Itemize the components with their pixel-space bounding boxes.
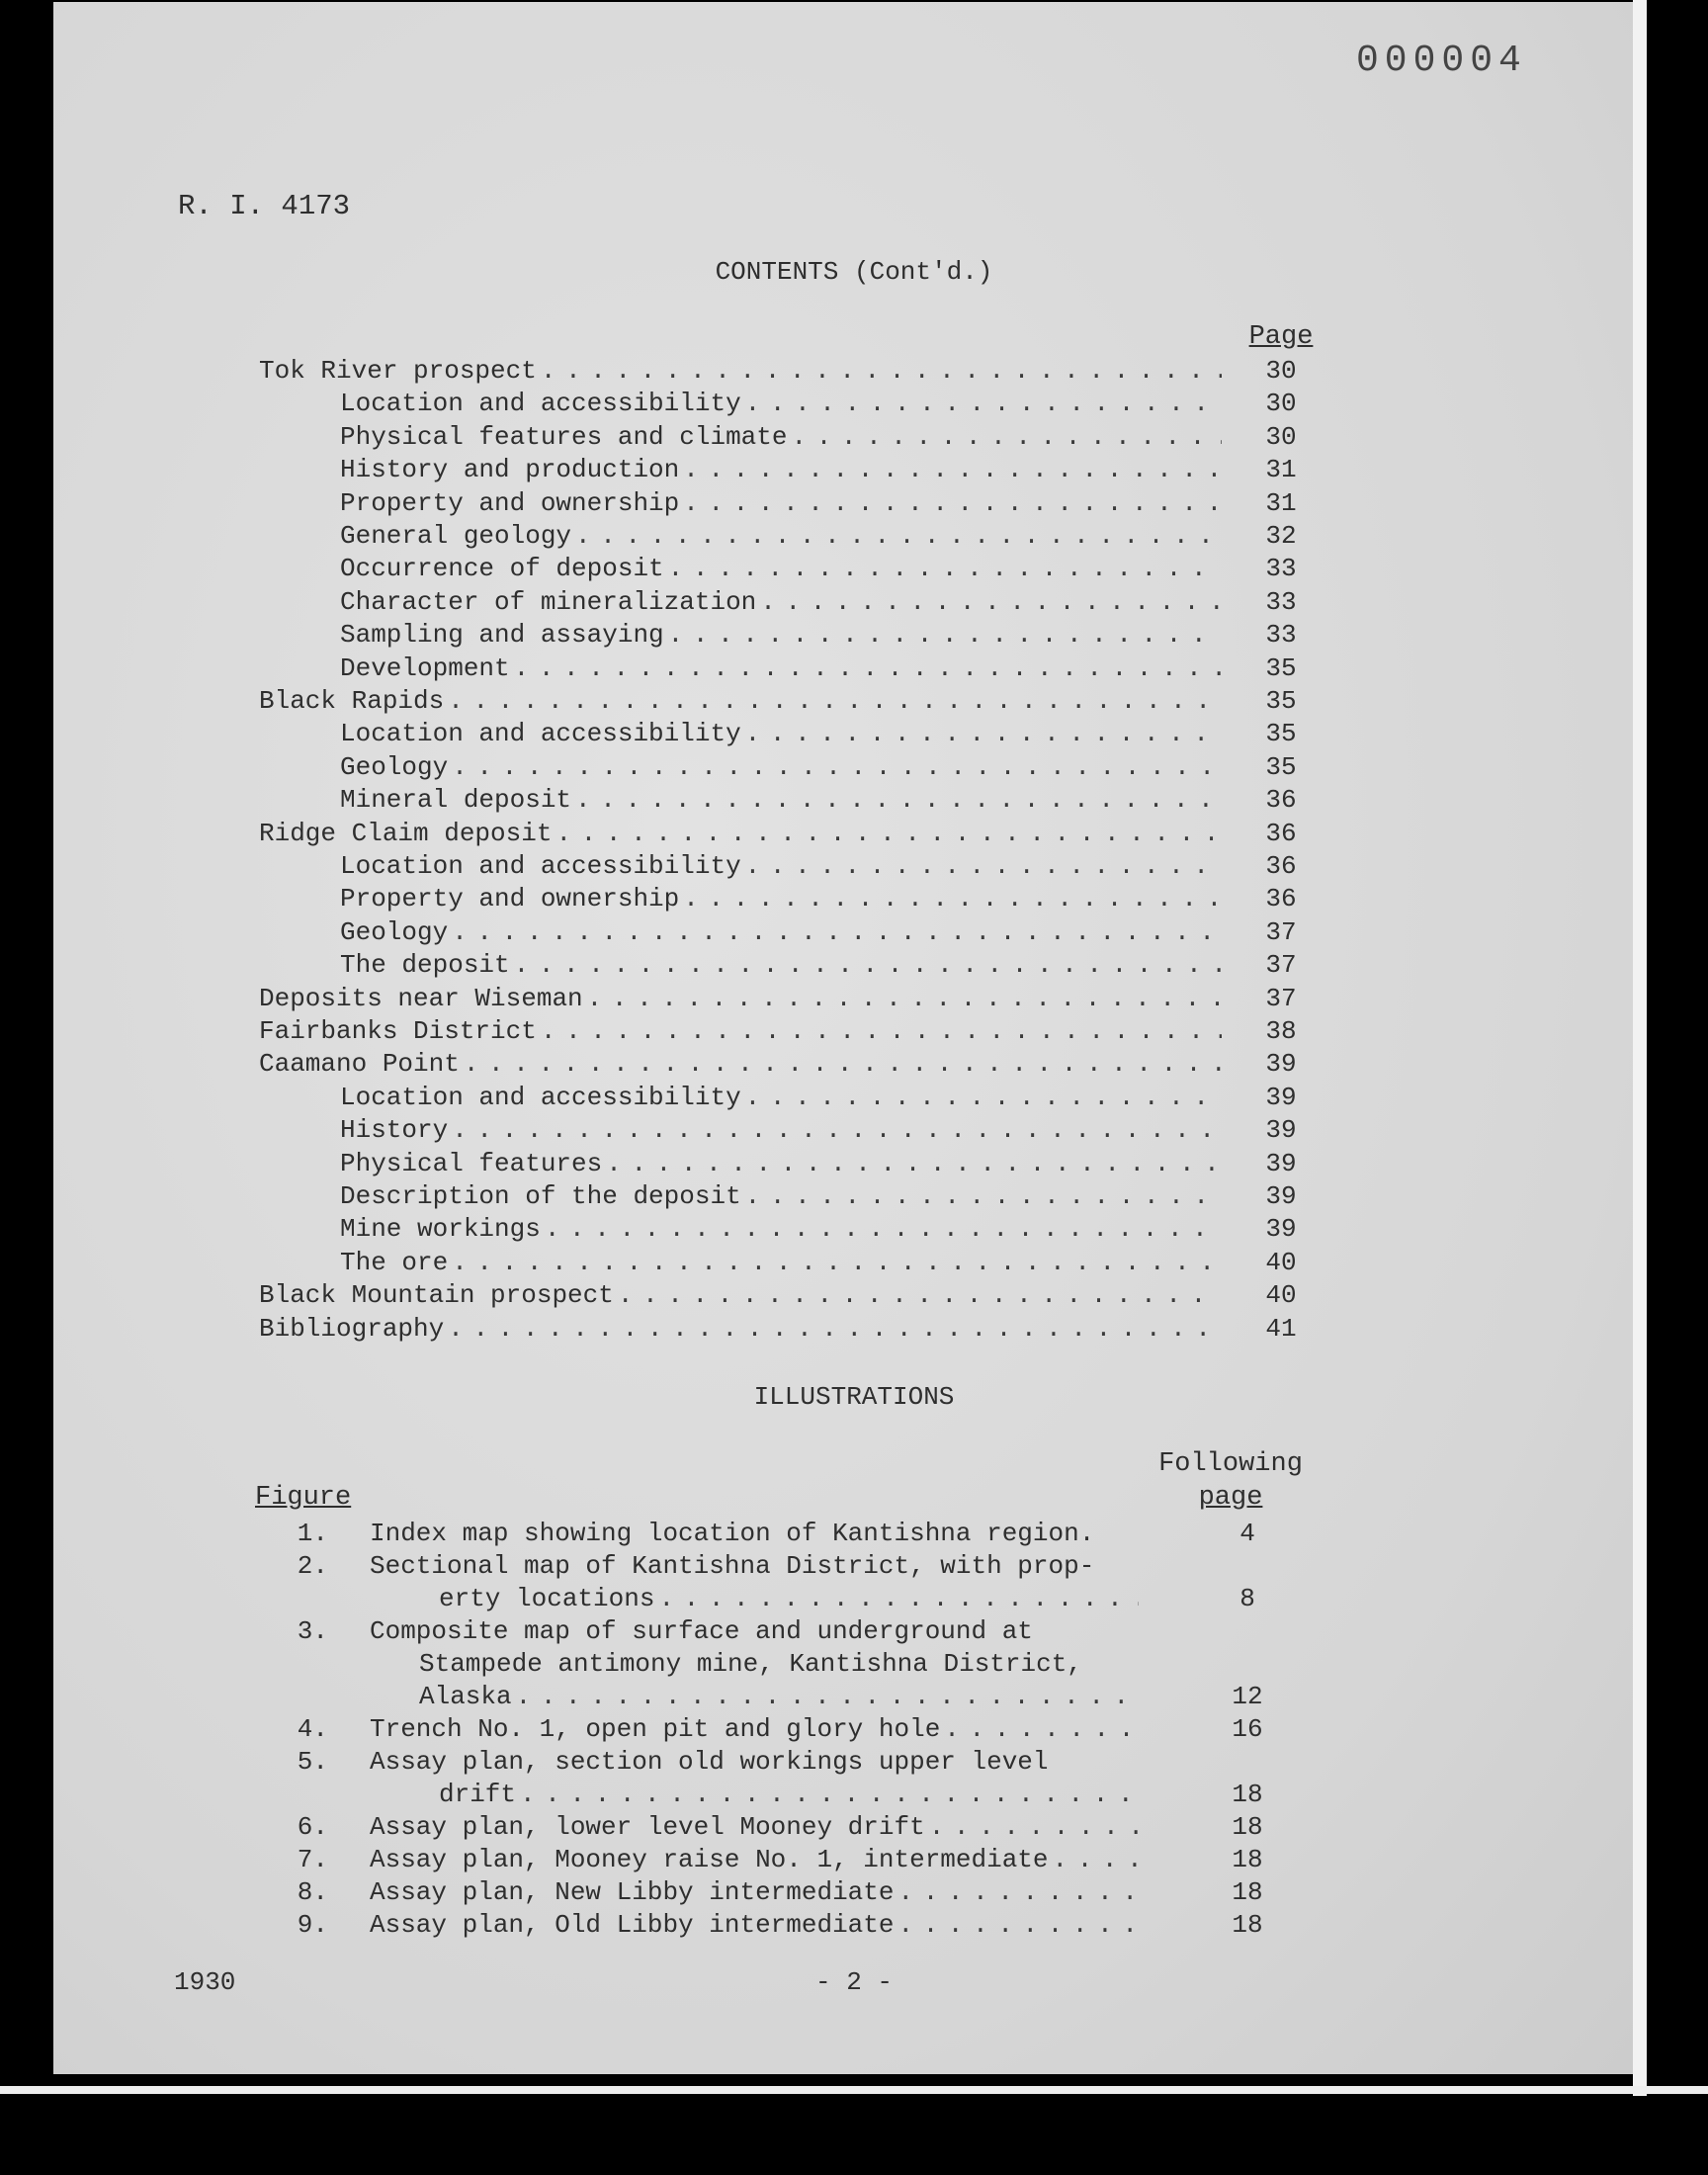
leader-dots [683, 455, 1222, 484]
leader-dots [541, 356, 1222, 386]
toc-entry-page: 33 [1265, 586, 1297, 617]
leader-dots [545, 1214, 1222, 1244]
leader-dots [929, 1812, 1139, 1842]
leader-dots [745, 719, 1222, 748]
figure-number: 4. [297, 1714, 328, 1744]
figure-page: 16 [1232, 1714, 1263, 1744]
toc-entry-title: Tok River prospect [259, 356, 537, 386]
toc-entry-page: 30 [1265, 421, 1297, 452]
toc-entry-page: 37 [1265, 983, 1297, 1013]
figure-caption-line [370, 1877, 1143, 1907]
toc-entry [259, 1314, 1226, 1344]
toc-entry [259, 819, 1226, 848]
toc-entry-page: 33 [1265, 554, 1297, 584]
toc-entry [340, 554, 1226, 583]
toc-entry-page: 40 [1265, 1280, 1297, 1311]
figure-caption-line [370, 1714, 1143, 1744]
toc-entry-page: 31 [1265, 455, 1297, 485]
toc-entry-page: 39 [1265, 1049, 1297, 1080]
toc-entry [340, 752, 1226, 782]
toc-entry [340, 1083, 1226, 1112]
document-stamp-number: 000004 [1356, 40, 1527, 82]
toc-entry-page: 36 [1265, 785, 1297, 816]
toc-entry-title: Location and accessibility [340, 851, 741, 881]
toc-entry-page: 35 [1265, 751, 1297, 782]
figure-caption-line [370, 1747, 1049, 1777]
figure-caption-line [419, 1682, 1143, 1711]
figure-caption-text: drift [439, 1780, 517, 1809]
footer-year: 1930 [174, 1967, 236, 1997]
toc-entry [340, 884, 1226, 914]
toc-entry-page: 40 [1265, 1247, 1297, 1277]
leader-dots [683, 488, 1222, 518]
toc-entry-title: Mineral deposit [340, 785, 572, 816]
toc-entry [259, 686, 1226, 716]
figure-page: 18 [1232, 1845, 1263, 1874]
toc-entry [340, 521, 1226, 551]
figure-caption-line [439, 1780, 1143, 1809]
figure-caption-line [370, 1812, 1143, 1842]
toc-entry-page: 39 [1265, 1181, 1297, 1211]
toc-entry-title: Location and accessibility [340, 389, 741, 419]
figure-page: 18 [1232, 1780, 1263, 1809]
figure-caption-text: Assay plan, lower level Mooney drift [370, 1812, 925, 1842]
leader-dots [448, 1314, 1222, 1344]
toc-entry-title: Caamano Point [259, 1049, 460, 1080]
toc-entry [340, 653, 1226, 683]
toc-entry-page: 30 [1265, 356, 1297, 386]
leader-dots [514, 653, 1222, 683]
leader-dots [575, 521, 1222, 551]
toc-entry [340, 620, 1226, 650]
toc-entry-title: Black Mountain prospect [259, 1280, 614, 1311]
leader-dots [745, 389, 1222, 418]
report-id: R. I. 4173 [178, 190, 351, 222]
leader-dots [618, 1280, 1222, 1310]
figure-page: 18 [1232, 1910, 1263, 1940]
toc-entry-title: General geology [340, 521, 572, 551]
figure-caption-text: Sectional map of Kantishna District, with prop- [370, 1551, 1095, 1581]
figure-number: 1. [297, 1519, 328, 1548]
toc-entry-title: Physical features and climate [340, 421, 788, 452]
figure-caption-line [439, 1584, 1143, 1613]
toc-entry-page: 35 [1265, 686, 1297, 716]
figure-caption-text: Assay plan, Mooney raise No. 1, intermediate [370, 1845, 1049, 1874]
leader-dots [514, 950, 1222, 980]
toc-entry [259, 1280, 1226, 1310]
toc-entry-title: History and production [340, 455, 680, 485]
leader-dots [606, 1149, 1222, 1178]
figure-caption-text: Assay plan, section old workings upper level [370, 1747, 1049, 1777]
toc-entry-page: 39 [1265, 1214, 1297, 1245]
toc-entry-title: Black Rapids [259, 686, 445, 716]
toc-entry [340, 1181, 1226, 1211]
leader-dots [452, 917, 1222, 947]
leader-dots [745, 1181, 1222, 1211]
leader-dots [668, 620, 1222, 650]
figure-number: 5. [297, 1747, 328, 1777]
figure-caption-line [419, 1649, 1082, 1679]
leader-dots [898, 1910, 1140, 1940]
toc-entry-title: Property and ownership [340, 487, 680, 518]
toc-entry-page: 39 [1265, 1115, 1297, 1146]
figure-caption-text: Assay plan, Old Libby intermediate [370, 1910, 895, 1940]
toc-entry-title: Deposits near Wiseman [259, 983, 583, 1013]
figure-caption-text: Alaska [419, 1682, 512, 1711]
leader-dots [791, 422, 1222, 452]
toc-entry-page: 32 [1265, 521, 1297, 551]
toc-entry-page: 33 [1265, 620, 1297, 651]
toc-entry-title: History [340, 1115, 449, 1146]
figure-caption-text: Stampede antimony mine, Kantishna District, [419, 1649, 1082, 1679]
page-edge [1633, 0, 1647, 2096]
toc-entry [340, 785, 1226, 815]
leader-dots [520, 1780, 1139, 1809]
toc-entry [340, 1248, 1226, 1277]
leader-dots [452, 752, 1222, 782]
toc-entry [340, 1214, 1226, 1244]
toc-entry-title: Property and ownership [340, 884, 680, 914]
figure-caption-text: Trench No. 1, open pit and glory hole [370, 1714, 941, 1744]
leader-dots [658, 1584, 1139, 1613]
figure-column-label: Figure [255, 1483, 352, 1513]
toc-entry-page: 39 [1265, 1082, 1297, 1112]
leader-dots [464, 1049, 1222, 1079]
toc-entry [340, 389, 1226, 418]
toc-entry [340, 587, 1226, 617]
toc-entry-title: Physical features [340, 1148, 603, 1178]
toc-entry-page: 37 [1265, 916, 1297, 947]
leader-dots [452, 1115, 1222, 1145]
toc-entry-title: Mine workings [340, 1214, 541, 1245]
figure-page: 4 [1239, 1519, 1255, 1548]
toc-entry-title: Fairbanks District [259, 1016, 537, 1046]
toc-entry-page: 36 [1265, 884, 1297, 914]
toc-entry-title: Character of mineralization [340, 586, 757, 617]
figure-caption-text: erty locations [439, 1584, 655, 1613]
toc-entry-page: 36 [1265, 818, 1297, 848]
following-label: Following [1158, 1449, 1303, 1479]
leader-dots [587, 984, 1222, 1013]
toc-entry-page: 35 [1265, 719, 1297, 749]
figure-page: 8 [1239, 1584, 1255, 1613]
toc-entry-title: Geology [340, 751, 449, 782]
toc-entry-title: Geology [340, 916, 449, 947]
toc-entry [259, 1016, 1226, 1046]
leader-dots [944, 1714, 1139, 1744]
toc-entry-page: 31 [1265, 487, 1297, 518]
toc-entry-title: Sampling and assaying [340, 620, 664, 651]
leader-dots [745, 1083, 1222, 1112]
leader-dots [516, 1682, 1139, 1711]
toc-entry-title: Development [340, 652, 510, 683]
toc-entry [259, 984, 1226, 1013]
toc-entry [340, 1149, 1226, 1178]
toc-entry-page: 30 [1265, 389, 1297, 419]
toc-entry-title: The deposit [340, 950, 510, 981]
leader-dots [1053, 1845, 1139, 1874]
following-page-label: page [1198, 1483, 1263, 1513]
figure-caption-text: Assay plan, New Libby intermediate [370, 1877, 895, 1907]
toc-entry [259, 1049, 1226, 1079]
leader-dots [541, 1016, 1222, 1046]
toc-entry-page: 41 [1265, 1313, 1297, 1344]
figure-caption-line [370, 1910, 1143, 1940]
toc-entry-title: Bibliography [259, 1313, 445, 1344]
toc-entry-title: Description of the deposit [340, 1181, 741, 1211]
toc-entry-title: Location and accessibility [340, 719, 741, 749]
toc-entry [259, 356, 1226, 386]
figure-number: 6. [297, 1812, 328, 1842]
illustrations-heading: ILLUSTRATIONS [753, 1382, 955, 1412]
figure-page: 18 [1232, 1812, 1263, 1842]
footer-page-number: - 2 - [814, 1967, 893, 1997]
toc-entry-title: Occurrence of deposit [340, 554, 664, 584]
toc-entry-title: The ore [340, 1247, 449, 1277]
leader-dots [683, 884, 1222, 914]
figure-caption-text: Composite map of surface and underground at [370, 1616, 1033, 1646]
figure-caption-text: Index map showing location of Kantishna region. [370, 1519, 1095, 1548]
figure-number: 8. [297, 1877, 328, 1907]
toc-entry [340, 950, 1226, 980]
contents-heading: CONTENTS (Cont'd.) [715, 257, 993, 287]
figure-caption-line [370, 1616, 1033, 1646]
toc-entry-page: 39 [1265, 1148, 1297, 1178]
toc-entry [340, 488, 1226, 518]
leader-dots [448, 686, 1222, 716]
figure-number: 3. [297, 1616, 328, 1646]
toc-entry-title: Location and accessibility [340, 1082, 741, 1112]
figure-page: 12 [1232, 1682, 1263, 1711]
toc-entry [340, 422, 1226, 452]
figure-number: 2. [297, 1551, 328, 1581]
scan-edge [0, 2086, 1708, 2094]
toc-entry-page: 38 [1265, 1016, 1297, 1046]
toc-entry-page: 37 [1265, 950, 1297, 981]
leader-dots [760, 587, 1222, 617]
figure-caption-line [370, 1551, 1094, 1581]
leader-dots [555, 819, 1222, 848]
figure-caption-line [370, 1519, 1094, 1548]
leader-dots [898, 1877, 1140, 1907]
leader-dots [668, 554, 1222, 583]
figure-number: 7. [297, 1845, 328, 1874]
toc-entry [340, 851, 1226, 881]
toc-entry-page: 35 [1265, 652, 1297, 683]
toc-entry [340, 1115, 1226, 1145]
leader-dots [575, 785, 1222, 815]
figure-number: 9. [297, 1910, 328, 1940]
toc-entry [340, 455, 1226, 484]
figure-caption-line [370, 1845, 1143, 1874]
toc-entry-title: Ridge Claim deposit [259, 818, 553, 848]
figure-page: 18 [1232, 1877, 1263, 1907]
toc-entry-page: 36 [1265, 851, 1297, 881]
page-column-label: Page [1248, 322, 1314, 352]
toc-entry [340, 917, 1226, 947]
leader-dots [452, 1248, 1222, 1277]
leader-dots [745, 851, 1222, 881]
toc-entry [340, 719, 1226, 748]
